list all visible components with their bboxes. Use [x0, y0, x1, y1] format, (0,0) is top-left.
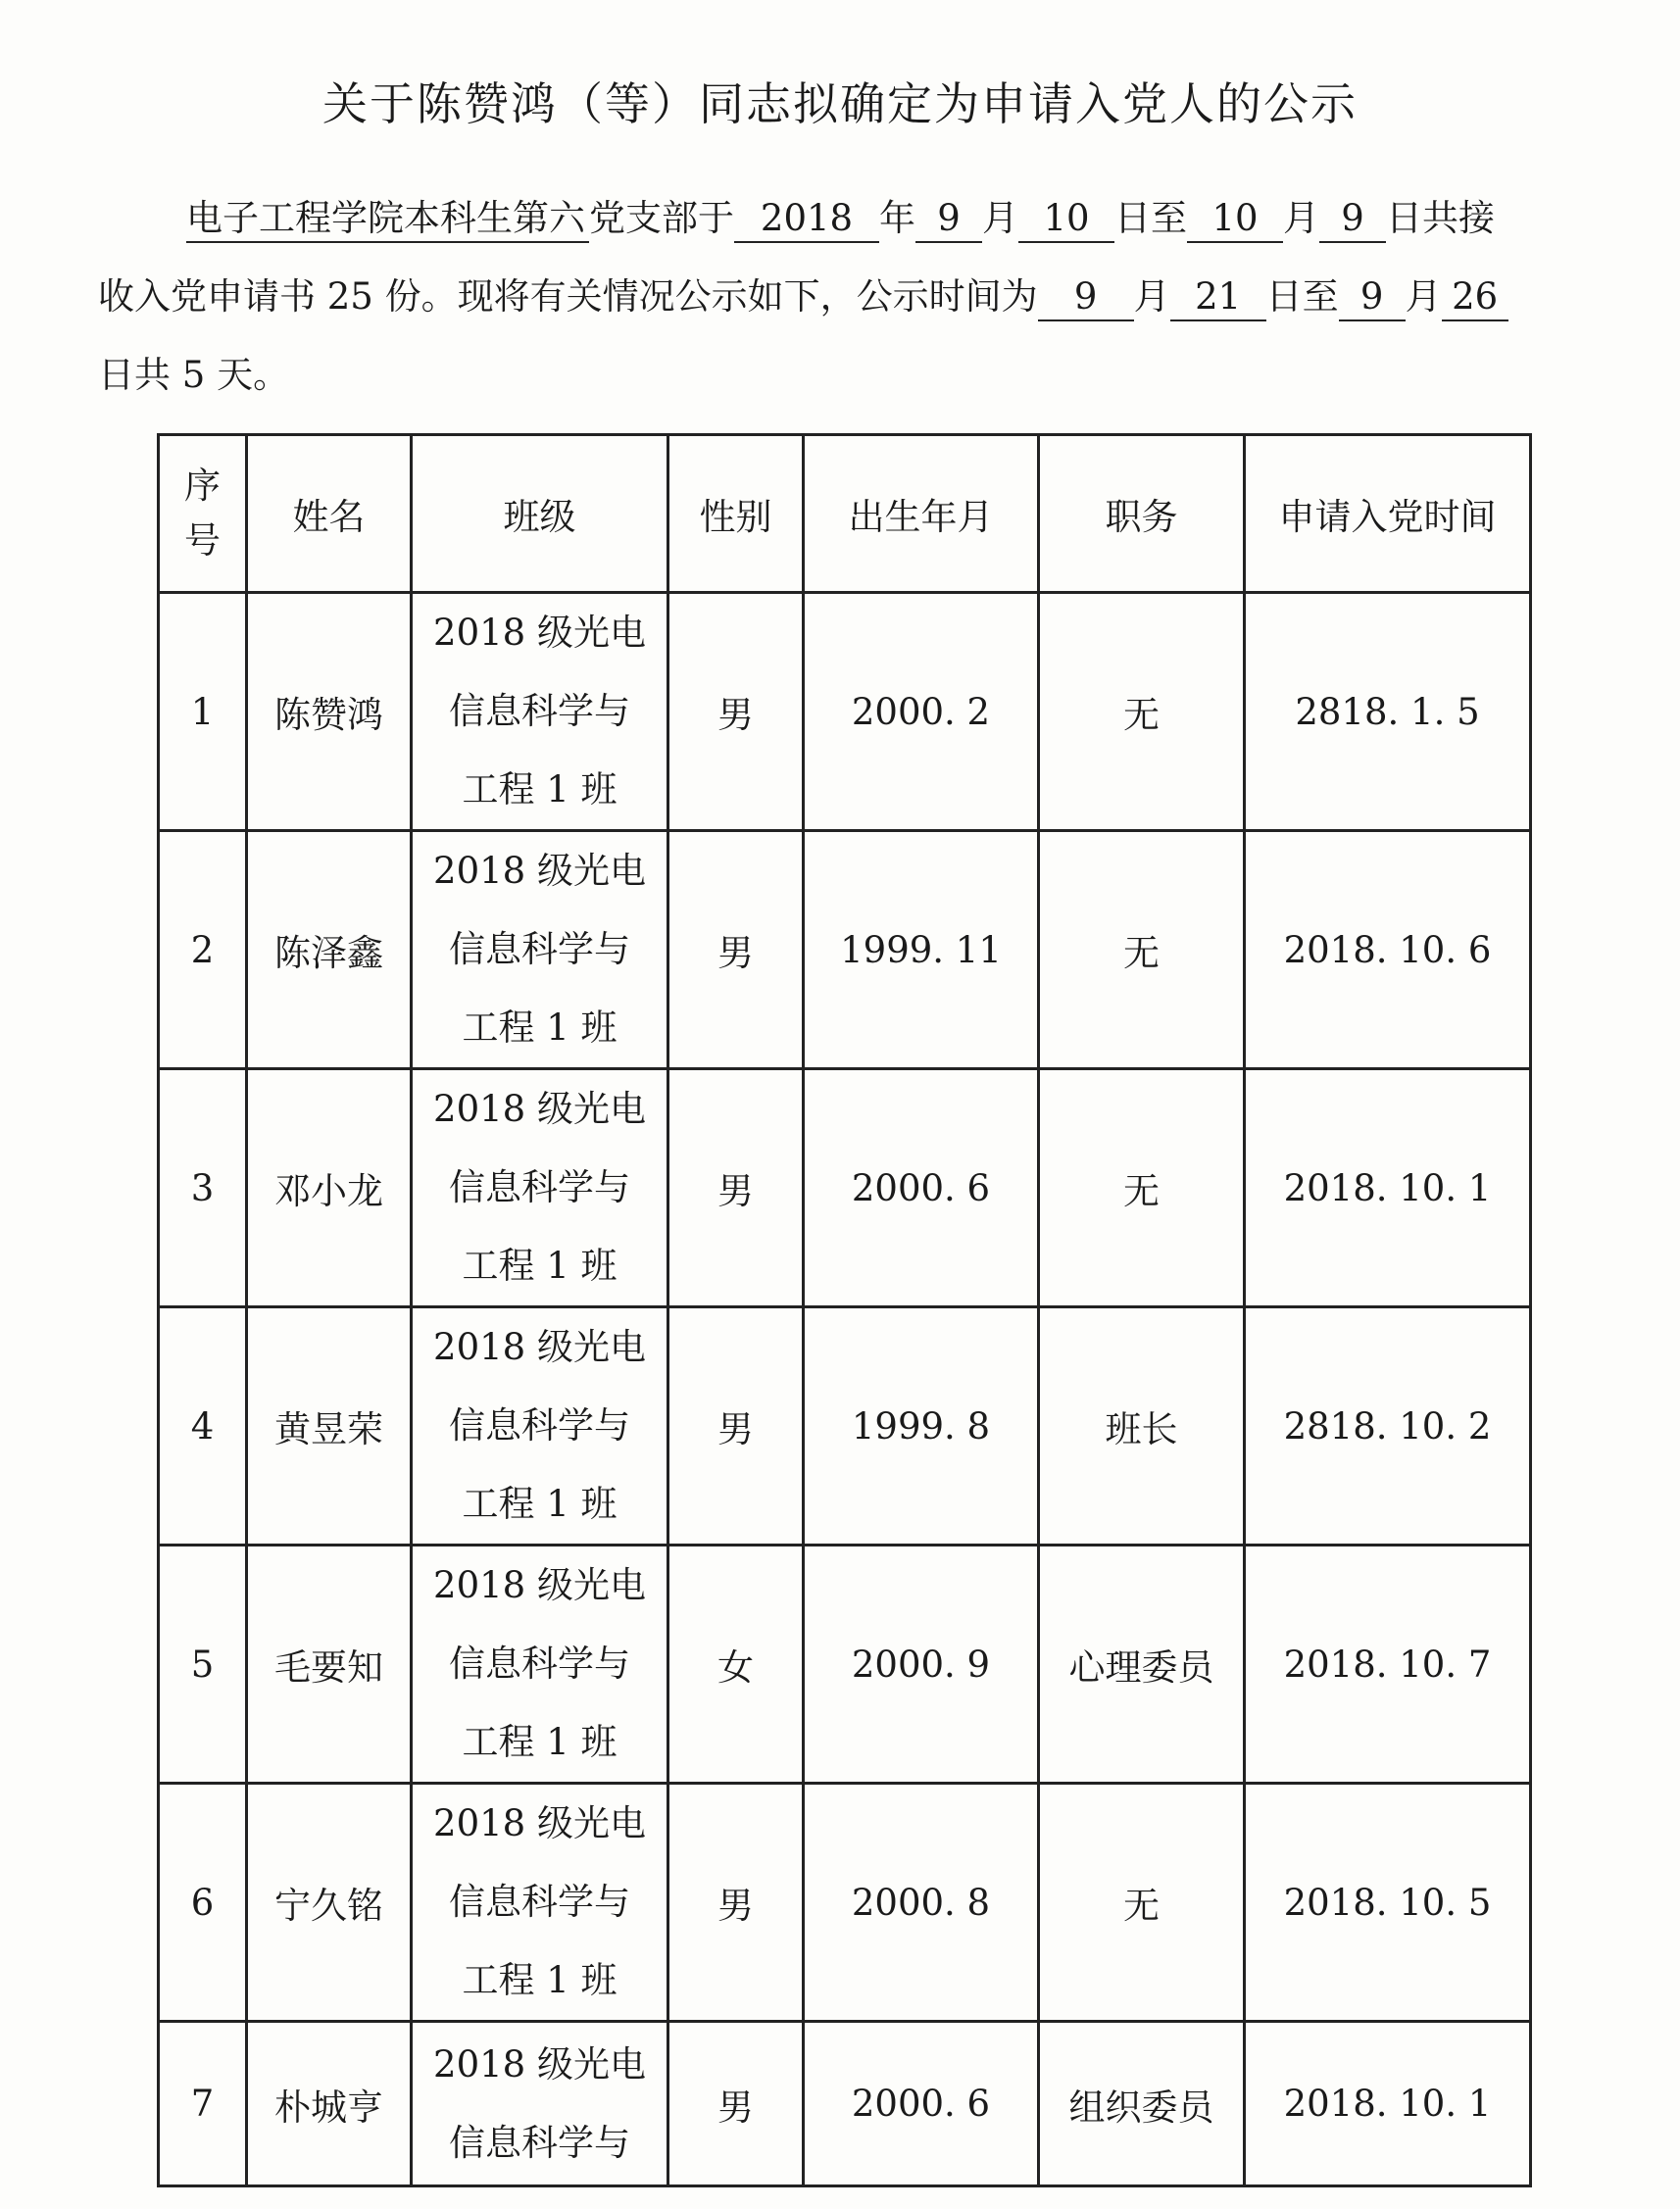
publicity-start-day: 21 [1170, 274, 1266, 321]
publicity-end-month: 9 [1339, 274, 1406, 321]
cell-class [412, 593, 668, 831]
intro-text: 月 [1405, 275, 1442, 318]
cell-role: 心理委员 [1039, 1546, 1245, 1784]
intro-line-2 [98, 258, 1588, 336]
header-seq-line-1: 序 [184, 465, 221, 507]
cell-role: 无 [1039, 1069, 1245, 1307]
intro-text: 日共 5 天。 [98, 354, 290, 396]
page-title: 关于陈赞鸿（等）同志拟确定为申请入党人的公示 [322, 77, 1358, 130]
class-line: 信息科学与 [449, 1881, 630, 1923]
class-line: 2018 级光电 [433, 850, 646, 892]
applicant-table [157, 433, 1532, 2187]
intro-text: 收入党申请书 25 份。现将有关情况公示如下，公示时间为 [98, 275, 1038, 318]
header-sex: 性别 [668, 435, 804, 593]
table-row [159, 831, 1531, 1069]
cell-seq: 7 [159, 2022, 247, 2186]
cell-apply-date: 2018. 10. 6 [1245, 831, 1531, 1069]
cell-sex: 男 [668, 1069, 804, 1307]
cell-name: 宁久铭 [247, 1784, 412, 2022]
intro-text: 月 [1133, 275, 1170, 318]
intro-text: 月 [1283, 197, 1319, 239]
collect-year: 2018 [734, 196, 879, 243]
class-line: 信息科学与 [449, 1166, 630, 1208]
header-seq [159, 435, 247, 593]
cell-birth: 2000. 6 [804, 1069, 1039, 1307]
cell-seq: 6 [159, 1784, 247, 2022]
table-row [159, 1069, 1531, 1307]
cell-class [412, 831, 668, 1069]
class-line: 工程 1 班 [462, 1245, 618, 1287]
publicity-end-day: 26 [1442, 274, 1508, 321]
intro-text: 党支部于 [589, 197, 734, 239]
intro-line-1 [98, 179, 1588, 258]
collect-end-month: 10 [1187, 196, 1283, 243]
cell-apply-date: 2018. 10. 5 [1245, 1784, 1531, 2022]
header-birth: 出生年月 [804, 435, 1039, 593]
class-line: 2018 级光电 [433, 2042, 646, 2086]
table-row [159, 1784, 1531, 2022]
intro-text: 年 [879, 197, 915, 239]
cell-sex: 男 [668, 2022, 804, 2186]
cell-name: 邓小龙 [247, 1069, 412, 1307]
cell-class [412, 2022, 668, 2186]
cell-apply-date: 2018. 10. 7 [1245, 1546, 1531, 1784]
cell-sex: 男 [668, 1784, 804, 2022]
cell-sex: 女 [668, 1546, 804, 1784]
class-line: 工程 1 班 [462, 1006, 618, 1049]
cell-apply-date: 2818. 1. 5 [1245, 593, 1531, 831]
class-line: 2018 级光电 [433, 1088, 646, 1130]
cell-role: 无 [1039, 1784, 1245, 2022]
header-role: 职务 [1039, 435, 1245, 593]
class-line: 2018 级光电 [433, 612, 646, 654]
cell-name: 陈赞鸿 [247, 593, 412, 831]
cell-birth: 2000. 8 [804, 1784, 1039, 2022]
intro-text: 日共接 [1386, 197, 1495, 239]
class-line: 信息科学与 [449, 1643, 630, 1685]
cell-birth: 1999. 8 [804, 1307, 1039, 1546]
cell-class [412, 1546, 668, 1784]
table-row [159, 1307, 1531, 1546]
collect-start-month: 9 [915, 196, 982, 243]
class-line: 信息科学与 [449, 928, 630, 970]
class-line: 2018 级光电 [433, 1802, 646, 1844]
intro-paragraph [98, 179, 1588, 415]
cell-class [412, 1069, 668, 1307]
cell-birth: 2000. 9 [804, 1546, 1039, 1784]
cell-seq: 4 [159, 1307, 247, 1546]
collect-end-day: 9 [1319, 196, 1386, 243]
header-seq-line-2: 号 [184, 519, 221, 562]
cell-role: 无 [1039, 593, 1245, 831]
cell-sex: 男 [668, 593, 804, 831]
class-line: 工程 1 班 [462, 1721, 618, 1763]
cell-seq: 1 [159, 593, 247, 831]
cell-class [412, 1307, 668, 1546]
cell-sex: 男 [668, 831, 804, 1069]
cell-birth: 2000. 6 [804, 2022, 1039, 2186]
cell-apply-date: 2818. 10. 2 [1245, 1307, 1531, 1546]
cell-role: 班长 [1039, 1307, 1245, 1546]
class-line: 工程 1 班 [462, 768, 618, 810]
intro-text: 日至 [1265, 275, 1339, 318]
class-line: 2018 级光电 [433, 1564, 646, 1606]
header-apply-date: 申请入党时间 [1245, 435, 1531, 593]
intro-text: 日至 [1114, 197, 1187, 239]
cell-birth: 1999. 11 [804, 831, 1039, 1069]
intro-text: 月 [982, 197, 1018, 239]
cell-birth: 2000. 2 [804, 593, 1039, 831]
cell-class [412, 1784, 668, 2022]
publicity-start-month: 9 [1038, 274, 1134, 321]
branch-name: 电子工程学院本科生第六 [186, 196, 589, 243]
cell-seq: 5 [159, 1546, 247, 1784]
intro-line-3 [98, 336, 1588, 415]
header-class: 班级 [412, 435, 668, 593]
cell-apply-date: 2018. 10. 1 [1245, 2022, 1531, 2186]
cell-name: 朴城亨 [247, 2022, 412, 2186]
cell-seq: 3 [159, 1069, 247, 1307]
table-header-row [159, 435, 1531, 593]
collect-start-day: 10 [1018, 196, 1114, 243]
table-row [159, 2022, 1531, 2186]
table-row [159, 593, 1531, 831]
class-line: 工程 1 班 [462, 1959, 618, 2001]
cell-role: 无 [1039, 831, 1245, 1069]
header-name: 姓名 [247, 435, 412, 593]
cell-name: 毛要知 [247, 1546, 412, 1784]
class-line: 信息科学与 [449, 2121, 630, 2164]
cell-sex: 男 [668, 1307, 804, 1546]
class-line: 2018 级光电 [433, 1326, 646, 1368]
cell-name: 陈泽鑫 [247, 831, 412, 1069]
cell-role: 组织委员 [1039, 2022, 1245, 2186]
cell-apply-date: 2018. 10. 1 [1245, 1069, 1531, 1307]
class-line: 信息科学与 [449, 690, 630, 732]
class-line: 信息科学与 [449, 1404, 630, 1447]
cell-name: 黄昱荣 [247, 1307, 412, 1546]
cell-seq: 2 [159, 831, 247, 1069]
class-line: 工程 1 班 [462, 1483, 618, 1525]
table-row [159, 1546, 1531, 1784]
